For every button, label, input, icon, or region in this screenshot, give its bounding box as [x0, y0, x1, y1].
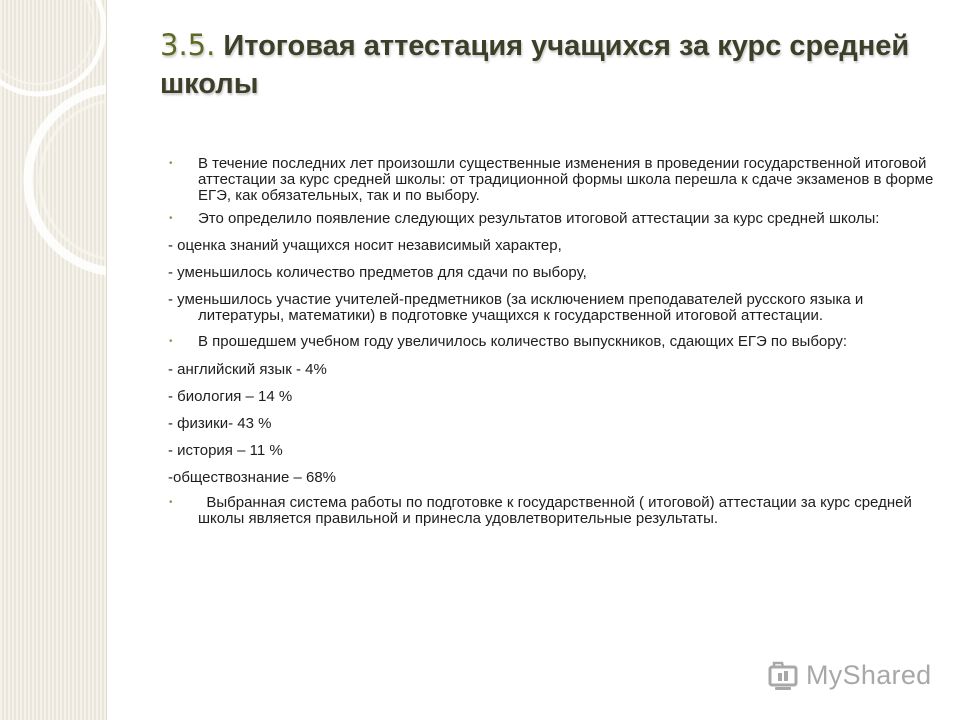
dash-item: - уменьшилось количество предметов для сдачи по выбору,	[168, 264, 587, 281]
slide-title-text: Итоговая аттестация учащихся за курс средней школы	[160, 30, 910, 100]
dash-item: - уменьшилось участие учителей-предметников (за исключением преподавателей русского языка и литературы, математики) в подготовке учащихся к государственной итоговой аттестации.	[168, 291, 864, 324]
bullet-icon: •	[169, 497, 173, 508]
slide-number: 3.5.	[160, 28, 216, 62]
bullet-icon: •	[169, 158, 173, 169]
bullet-item: • В течение последних лет произошли существенные изменения в проведении государственной итоговой аттестации за курс средней школы: от традиционной формы школа перешла к сдаче экзаменов в форме ЕГЭ, как обязательных, так и по выбору.	[169, 155, 934, 204]
dash-item: - английский язык - 4%	[168, 361, 327, 378]
bullet-icon: •	[169, 336, 173, 347]
dash-item: - история – 11 %	[168, 442, 283, 459]
dash-item: - оценка знаний учащихся носит независимый характер,	[168, 237, 562, 254]
monitor-icon	[766, 658, 800, 692]
slide-body	[168, 156, 938, 527]
dash-item: - физики- 43 %	[168, 415, 272, 432]
bullet-item: • В прошедшем учебном году увеличилось количество выпускников, сдающих ЕГЭ по выбору:	[169, 333, 848, 350]
bullet-item: • Выбранная система работы по подготовке к государственной ( итоговой) аттестации за курс средней школы является правильной и принесла удовлетворительные результаты.	[169, 494, 916, 527]
dash-item: - биология – 14 %	[168, 388, 293, 405]
decorative-rings	[0, 0, 106, 720]
dash-item: -обществознание – 68%	[168, 469, 336, 486]
bullet-item: • Это определило появление следующих результатов итоговой аттестации за курс средней школы:	[169, 210, 880, 227]
watermark-text: MyShared	[806, 659, 932, 690]
watermark-logo	[766, 656, 931, 694]
slide-title	[160, 26, 920, 103]
bullet-icon: •	[169, 213, 173, 224]
decorative-side-band	[0, 0, 107, 720]
